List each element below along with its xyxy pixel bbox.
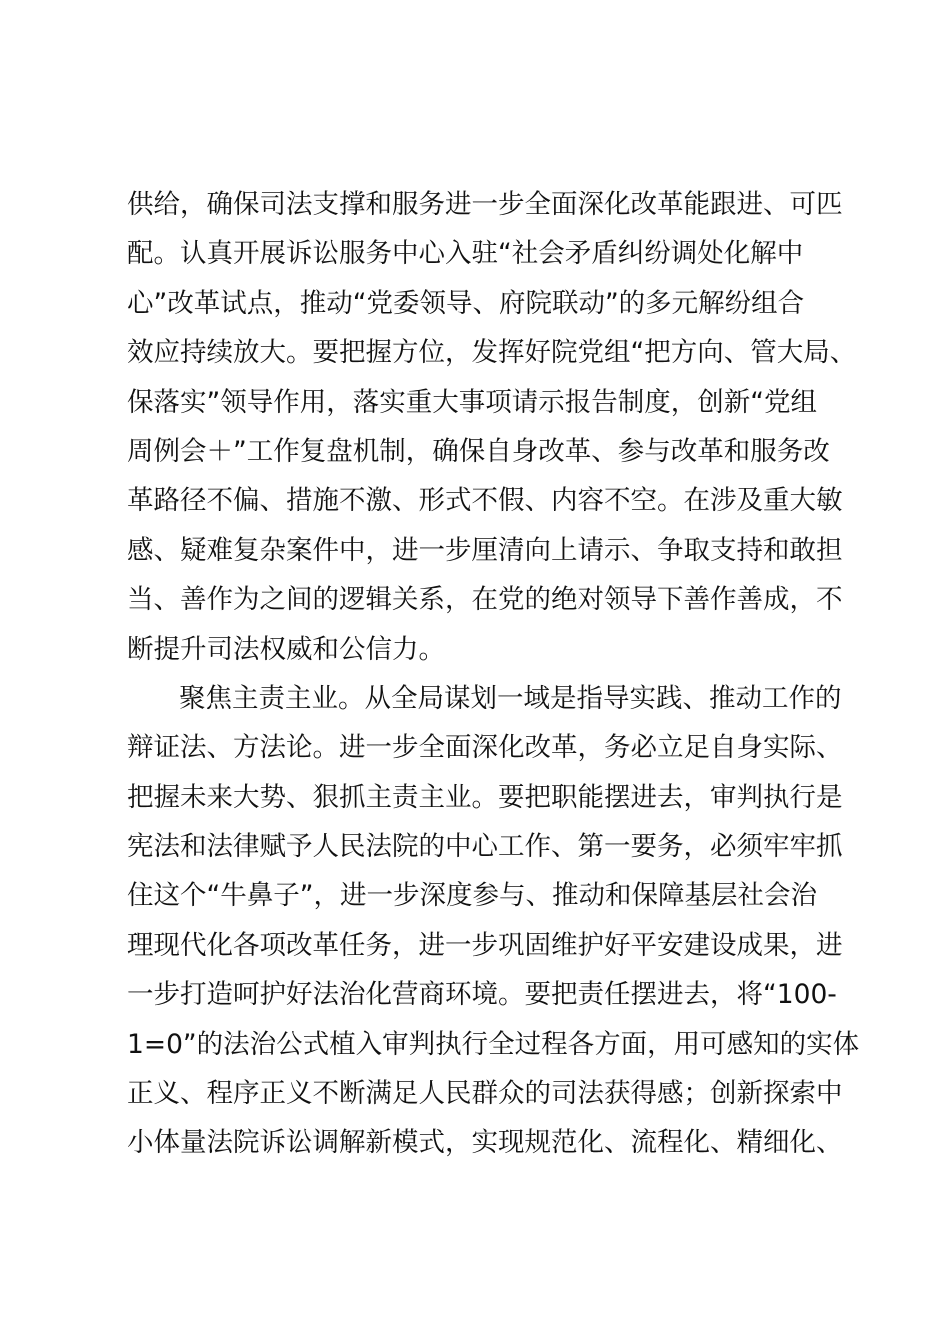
text-line: 住这个“牛鼻子”，进一步深度参与、推动和保障基层社会治 [127,880,817,912]
text-line: 理现代化各项改革任务，进一步巩固维护好平安建设成果，进 [127,929,843,961]
text-line: 正义、程序正义不断满足人民群众的司法获得感；创新探索中 [127,1078,843,1110]
text-line: 小体量法院诉讼调解新模式，实现规范化、流程化、精细化、 [127,1127,843,1159]
text-line: 把握未来大势、狠抓主责主业。要把职能摆进去，审判执行是 [127,781,843,813]
text-line: 当、善作为之间的逻辑关系，在党的绝对领导下善作善成，不 [127,584,843,616]
text-line: 心”改革试点，推动“党委领导、府院联动”的多元解纷组合 [127,287,805,319]
text-line: 周例会＋”工作复盘机制，确保自身改革、参与改革和服务改 [127,435,830,467]
text-line: 革路径不偏、措施不激、形式不假、内容不空。在涉及重大敏 [127,485,843,517]
text-line: 配。认真开展诉讼服务中心入驻“社会矛盾纠纷调处化解中 [127,238,804,270]
text-line: 断提升司法权威和公信力。 [127,633,445,665]
body-text [127,180,860,1168]
text-line: 效应持续放大。要把握方位，发挥好院党组“把方向、管大局、 [127,337,857,369]
text-line: 辩证法、方法论。进一步全面深化改革，务必立足自身实际、 [127,732,843,764]
text-line: 一步打造呵护好法治化营商环境。要把责任摆进去，将“100- [127,979,837,1011]
text-line: 保落实”领导作用，落实重大事项请示报告制度，创新“党组 [127,386,817,418]
text-line: 宪法和法律赋予人民法院的中心工作、第一要务，必须牢牢抓 [127,831,843,863]
paragraph-first-line: 聚焦主责主业。从全局谋划一域是指导实践、推动工作的 [179,682,842,714]
text-line: 感、疑难复杂案件中，进一步厘清向上请示、争取支持和敢担 [127,534,843,566]
text-line: 供给，确保司法支撑和服务进一步全面深化改革能跟进、可匹 [127,189,843,220]
text-line: 1=0”的法治公式植入审判执行全过程各方面，用可感知的实体 [127,1028,860,1060]
